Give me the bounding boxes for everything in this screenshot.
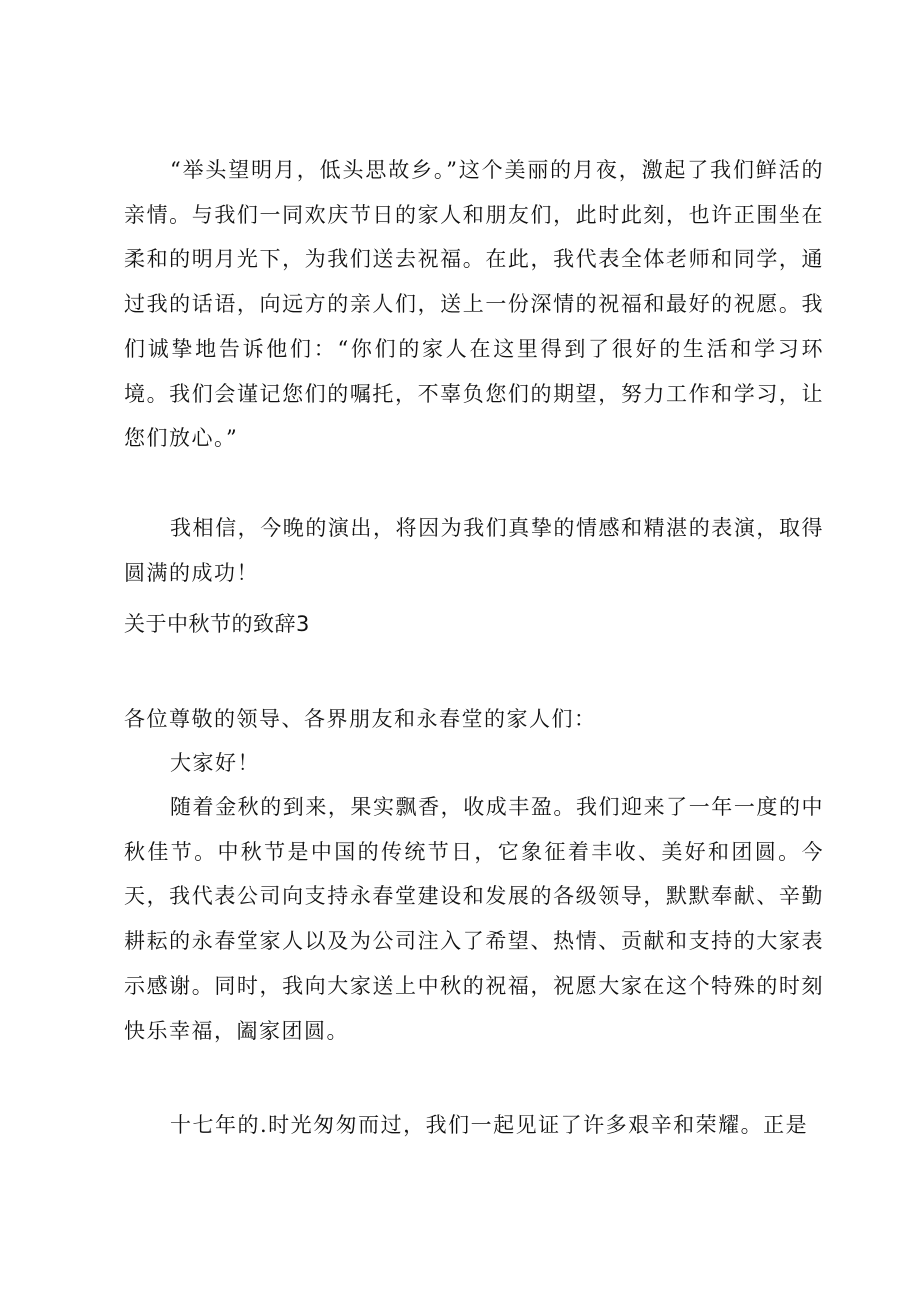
section-heading: 关于中秋节的致辞3 xyxy=(124,612,310,636)
paragraph-seventeen-years: 十七年的.时光匆匆而过，我们一起见证了许多艰辛和荣耀。正是 xyxy=(170,1113,809,1137)
paragraph-performance-wish: 我相信，今晚的演出，将因为我们真挚的情感和精湛的表演，取得圆满的成功！ xyxy=(124,516,824,585)
paragraph-mid-autumn: 随着金秋的到来，果实飘香，收成丰盈。我们迎来了一年一度的中秋佳节。中秋节是中国的传统节日，它象征着丰收、美好和团圆。今天，我代表公司向支持永春堂建设和发展的各级领导，默默奉献、辛勤耕耘的永春堂家人以及为公司注入了希望、热情、贡献和支持的大家表示感谢。同时，我向大家送上中秋的祝福，祝愿大家在这个特殊的时刻快乐幸福，阖家团圆。 xyxy=(124,795,824,1043)
paragraph-moon-quote: “举头望明月，低头思故乡。”这个美丽的月夜，激起了我们鲜活的亲情。与我们一同欢庆节日的家人和朋友们，此时此刻，也许正围坐在柔和的明月光下，为我们送去祝福。在此，我代表全体老师和同学，通过我的话语，向远方的亲人们，送上一份深情的祝福和最好的祝愿。我们诚挚地告诉他们：“你们的家人在这里得到了很好的生活和学习环境。我们会谨记您们的嘱托，不辜负您们的期望，努力工作和学习，让您们放心。” xyxy=(124,158,824,451)
greeting: 大家好！ xyxy=(170,751,260,775)
salutation: 各位尊敬的领导、各界朋友和永春堂的家人们： xyxy=(124,707,597,731)
